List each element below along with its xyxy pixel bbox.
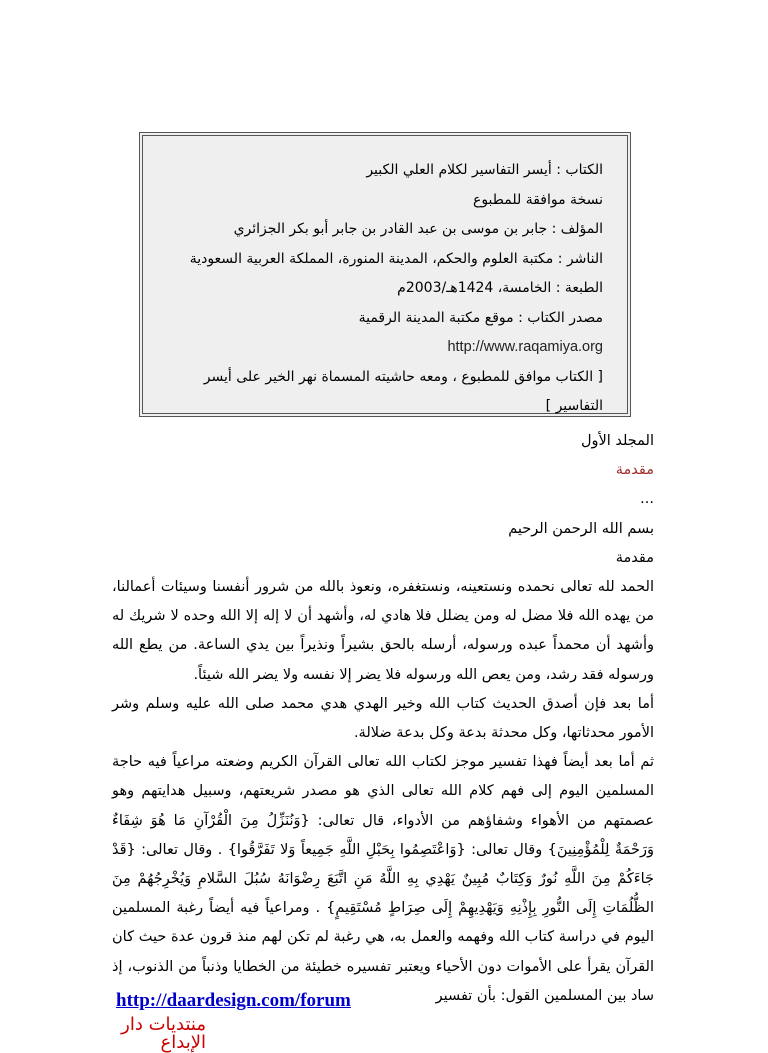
- source-line: مصدر الكتاب : موقع مكتبة المدينة الرقمية: [358, 309, 603, 326]
- edition-note-line: نسخة موافقة للمطبوع: [472, 191, 603, 208]
- publisher-line: الناشر : مكتبة العلوم والحكم، المدينة المنورة، المملكة العربية السعودية: [189, 250, 603, 267]
- main-text: [112, 427, 654, 1011]
- book-info-box: [139, 132, 631, 417]
- paragraph: الحمد لله تعالى نحمده ونستعينه، ونستغفره، ونعوذ بالله من شرور أنفسنا وسيئات أعمالنا، من يهده الله فلا مضل له ومن يضلل فلا هادي له، وأشهد أن لا إله إلا الله وحده لا شريك له وأشهد أن محمداً عبده ورسوله، أرسله بالحق بشيراً ونذيراً بين يدي الساعة. من يطع الله ورسوله فقد رشد، ومن يعص الله ورسوله فلا يضر إلا نفسه ولا يضر الله شيئاً.: [112, 579, 654, 683]
- source-url[interactable]: http://www.raqamiya.org: [447, 339, 603, 355]
- paragraph: ثم أما بعد أيضاً فهذا تفسير موجز لكتاب الله تعالى القرآن الكريم وضعته مراعياً فيه حاجة المسلمين اليوم إلى فهم كلام الله تعالى الذي هو مصدر شريعتهم، وسبيل هدايتهم وهو عصمتهم من الأهواء وشفاؤهم من الأدواء، قال تعالى: {وَنُنَزِّلُ مِنَ الْقُرْآنِ مَا هُوَ شِفَاءٌ وَرَحْمَةٌ لِلْمُؤْمِنِينَ} وقال تعالى: {وَاعْتَصِمُوا بِحَبْلِ اللَّهِ جَمِيعاً وَلا تَفَرَّقُوا} . وقال تعالى: {قَدْ جَاءَكُمْ مِنَ اللَّهِ نُورٌ وَكِتَابٌ مُبِينٌ يَهْدِي بِهِ اللَّهُ مَنِ اتَّبَعَ رِضْوَانَهُ سُبُلَ السَّلامِ وَيُخْرِجُهُمْ مِنَ الظُّلُمَاتِ إِلَى النُّورِ بِإِذْنِهِ وَيَهْدِيهِمْ إِلَى صِرَاطٍ مُسْتَقِيمٍ} . ومراعياً فيه أيضاً رغبة المسلمين اليوم في دراسة كتاب الله وفهمه والعمل به، هي رغبة لم تكن لهم منذ قرون عدة حيث كان القرآن يقرأ على الأموات دون الأحياء ويعتبر تفسيره خطيئة من الخطايا وذنباً من الذنوب، إذ ساد بين المسلمين القول: بأن تفسير: [112, 754, 654, 1004]
- ellipsis: ...: [640, 491, 654, 508]
- volume-title: المجلد الأول: [580, 433, 654, 449]
- section-heading: مقدمة: [615, 462, 654, 479]
- edition-line: الطبعة : الخامسة، 1424هـ/2003م: [397, 280, 603, 296]
- book-title-line: الكتاب : أيسر التفاسير لكلام العلي الكبير: [366, 162, 603, 178]
- author-line: المؤلف : جابر بن موسى بن عبد القادر بن جابر أبو بكر الجزائري: [233, 221, 603, 237]
- paragraph: أما بعد فإن أصدق الحديث كتاب الله وخير الهدي هدي محمد صلى الله عليه وسلم وشر الأمور محدثاتها، وكل محدثة بدعة وكل بدعة ضلالة.: [112, 695, 654, 742]
- forum-name-cut: منتديات دار الإبداع: [121, 1014, 206, 1053]
- sub-heading: مقدمة: [615, 549, 654, 566]
- book-note: [ الكتاب موافق للمطبوع ، ومعه حاشيته المسماة نهر الخير على أيسر التفاسير ]: [203, 368, 603, 414]
- basmala: بسم الله الرحمن الرحيم: [508, 520, 654, 537]
- forum-link[interactable]: http://daardesign.com/forum: [116, 990, 351, 1011]
